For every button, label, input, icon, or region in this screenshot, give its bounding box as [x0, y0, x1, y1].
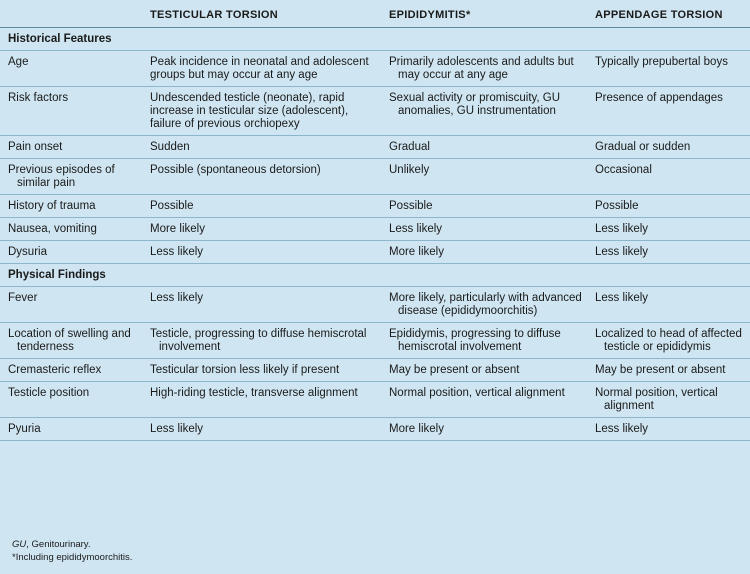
row-label: Risk factors	[0, 87, 142, 136]
header-epididymitis: EPIDIDYMITIS*	[381, 0, 587, 28]
cell-epididymitis	[381, 382, 587, 418]
cell-text: Sexual activity or promiscuity, GU anomalies, GU instrumentation	[389, 92, 561, 117]
cell-epididymitis	[381, 287, 587, 323]
row-label: Cremasteric reflex	[0, 359, 142, 382]
table-row	[0, 323, 750, 359]
table-row	[0, 418, 750, 441]
cell-text: Epididymis, progressing to diffuse hemiscrotal involvement	[389, 328, 561, 353]
cell-appendage-torsion: Gradual or sudden	[587, 136, 750, 159]
cell-testicular-torsion	[142, 323, 381, 359]
cell-epididymitis: Possible	[381, 195, 587, 218]
row-label: Fever	[0, 287, 142, 323]
cell-epididymitis	[381, 51, 587, 87]
row-label: Pain onset	[0, 136, 142, 159]
table-row	[0, 218, 750, 241]
cell-testicular-torsion: Less likely	[142, 287, 381, 323]
cell-text: Normal position, vertical alignment	[389, 387, 565, 399]
row-label: Dysuria	[0, 241, 142, 264]
footnote-star: *Including epididymoorchitis.	[12, 552, 133, 563]
cell-epididymitis: More likely	[381, 241, 587, 264]
cell-epididymitis: Unlikely	[381, 159, 587, 195]
cell-appendage-torsion: Less likely	[587, 287, 750, 323]
table-row	[0, 359, 750, 382]
header-testicular-torsion: TESTICULAR TORSION	[142, 0, 381, 28]
cell-appendage-torsion: Less likely	[587, 241, 750, 264]
table-row	[0, 159, 750, 195]
cell-appendage-torsion	[587, 323, 750, 359]
header-appendage-torsion: APPENDAGE TORSION	[587, 0, 750, 28]
cell-testicular-torsion: More likely	[142, 218, 381, 241]
row-label: Pyuria	[0, 418, 142, 441]
table-row	[0, 136, 750, 159]
footnote-gu-abbr: GU	[12, 539, 27, 550]
row-label	[0, 159, 142, 195]
header-row	[0, 0, 750, 28]
cell-appendage-torsion: Less likely	[587, 218, 750, 241]
cell-appendage-torsion: Less likely	[587, 418, 750, 441]
header-empty	[0, 0, 142, 28]
row-label: History of trauma	[0, 195, 142, 218]
section-row-physical	[0, 264, 750, 287]
cell-testicular-torsion: High-riding testicle, transverse alignment	[142, 382, 381, 418]
label-text: Location of swelling and tenderness	[8, 328, 131, 353]
cell-testicular-torsion: Less likely	[142, 241, 381, 264]
table-row	[0, 195, 750, 218]
section-row-historical	[0, 28, 750, 51]
footnote-gu	[12, 538, 132, 551]
row-label: Testicle position	[0, 382, 142, 418]
cell-testicular-torsion: Testicular torsion less likely if present	[142, 359, 381, 382]
cell-epididymitis: Less likely	[381, 218, 587, 241]
table-footnotes	[12, 538, 132, 564]
table-row	[0, 382, 750, 418]
cell-text: Primarily adolescents and adults but may occur at any age	[389, 56, 574, 81]
row-label	[0, 323, 142, 359]
cell-epididymitis: May be present or absent	[381, 359, 587, 382]
cell-appendage-torsion: Typically prepubertal boys	[587, 51, 750, 87]
section-title: Physical Findings	[0, 264, 750, 287]
cell-text: More likely, particularly with advanced disease (epididymoorchitis)	[389, 292, 582, 317]
footnote-gu-text: , Genitourinary.	[26, 539, 91, 550]
table-row	[0, 51, 750, 87]
cell-epididymitis: More likely	[381, 418, 587, 441]
cell-text: Testicle, progressing to diffuse hemiscrotal involvement	[150, 328, 367, 353]
cell-appendage-torsion: Occasional	[587, 159, 750, 195]
cell-testicular-torsion: Possible (spontaneous detorsion)	[142, 159, 381, 195]
table-row	[0, 87, 750, 136]
cell-text: Localized to head of affected testicle or epididymis	[595, 328, 742, 353]
cell-appendage-torsion: Presence of appendages	[587, 87, 750, 136]
cell-epididymitis	[381, 87, 587, 136]
cell-epididymitis	[381, 323, 587, 359]
cell-testicular-torsion: Possible	[142, 195, 381, 218]
row-label: Age	[0, 51, 142, 87]
cell-text: Normal position, vertical alignment	[595, 387, 718, 412]
cell-appendage-torsion	[587, 382, 750, 418]
table-row	[0, 287, 750, 323]
cell-appendage-torsion: Possible	[587, 195, 750, 218]
section-title: Historical Features	[0, 28, 750, 51]
cell-testicular-torsion: Less likely	[142, 418, 381, 441]
table-row	[0, 241, 750, 264]
cell-testicular-torsion: Peak incidence in neonatal and adolescent groups but may occur at any age	[142, 51, 381, 87]
row-label: Nausea, vomiting	[0, 218, 142, 241]
cell-epididymitis: Gradual	[381, 136, 587, 159]
cell-testicular-torsion: Sudden	[142, 136, 381, 159]
cell-appendage-torsion: May be present or absent	[587, 359, 750, 382]
cell-testicular-torsion: Undescended testicle (neonate), rapid increase in testicular size (adolescent), failure of previous orchiopexy	[142, 87, 381, 136]
label-text: Previous episodes of similar pain	[8, 164, 115, 189]
